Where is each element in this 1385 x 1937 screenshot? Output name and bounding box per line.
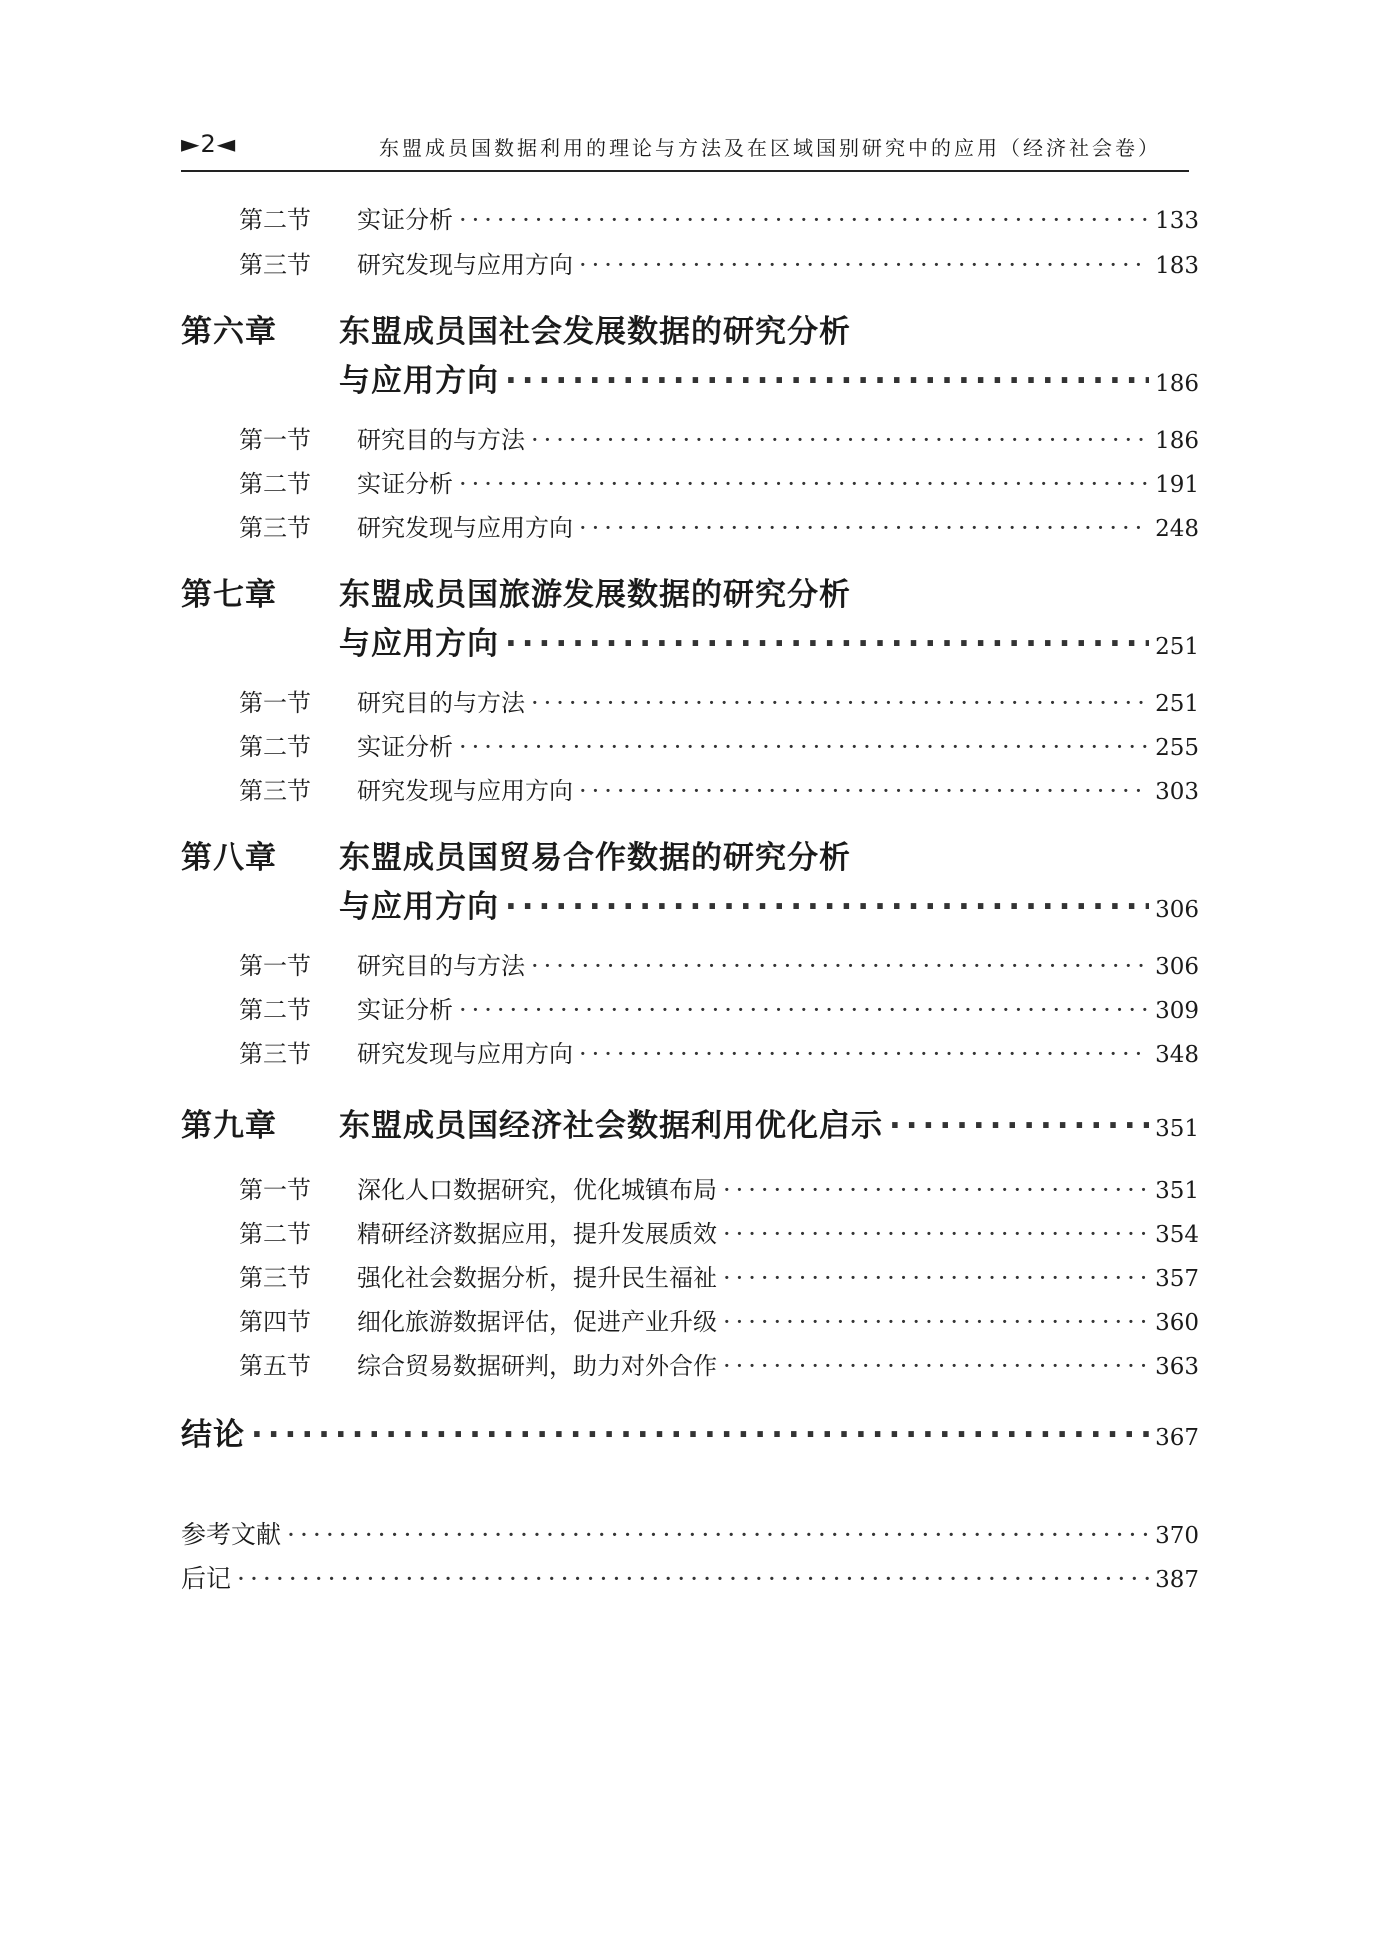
conclusion-title: 结论 [181,1417,245,1453]
leader-dots [723,1220,1149,1248]
page-ref: 186 [1155,428,1199,454]
leader-dots [723,1308,1149,1336]
toc-section-entry[interactable] [239,1170,1199,1205]
section-title: 研究目的与方法 [357,426,525,454]
toc-section-entry[interactable] [239,1258,1199,1293]
leader-dots [505,889,1149,925]
section-title: 研究发现与应用方向 [357,251,573,279]
page-number: ►2◄ [181,130,237,158]
leader-dots [505,626,1149,662]
page-ref: 363 [1155,1354,1199,1380]
leader-dots [531,952,1149,980]
toc-chapter-entry[interactable] [339,618,1199,663]
section-number: 第三节 [239,251,311,279]
page-ref: 186 [1155,371,1199,397]
toc-chapter-heading[interactable] [181,306,851,351]
section-number: 第二节 [239,733,311,761]
toc-section-entry[interactable] [239,420,1199,455]
page-ref: 354 [1155,1222,1199,1248]
leader-dots [505,363,1149,399]
leader-dots [889,1108,1149,1144]
section-title: 研究发现与应用方向 [357,514,573,542]
section-number: 第一节 [239,426,311,454]
chapter-number: 第九章 [181,1108,277,1144]
section-number: 第四节 [239,1308,311,1336]
running-title: 东盟成员国数据利用的理论与方法及在区域国别研究中的应用（经济社会卷） [379,136,1161,160]
toc-chapter-entry[interactable] [339,355,1199,400]
section-number: 第五节 [239,1352,311,1380]
chapter-title: 东盟成员国贸易合作数据的研究分析 [339,840,851,876]
toc-section-entry[interactable] [239,1346,1199,1381]
toc-postscript-entry[interactable] [181,1559,1199,1595]
chapter-title: 东盟成员国经济社会数据利用优化启示 [339,1108,883,1144]
leader-dots [579,777,1149,805]
toc-section-entry[interactable] [239,508,1199,543]
toc-conclusion-entry[interactable] [181,1409,1199,1454]
section-number: 第二节 [239,996,311,1024]
leader-dots [723,1264,1149,1292]
chapter-title: 东盟成员国社会发展数据的研究分析 [339,314,851,350]
section-title: 实证分析 [357,470,453,498]
leader-dots [579,251,1149,279]
section-title: 研究发现与应用方向 [357,1040,573,1068]
page-ref: 351 [1155,1116,1199,1142]
toc-section-entry[interactable] [239,727,1199,762]
toc-section-entry[interactable] [239,990,1199,1025]
chapter-number: 第八章 [181,840,277,876]
leader-dots [531,689,1149,717]
leader-dots [723,1352,1149,1380]
toc-section-entry[interactable] [239,245,1199,280]
section-number: 第二节 [239,206,311,234]
page-ref: 357 [1155,1266,1199,1292]
toc-section-entry[interactable] [239,771,1199,806]
page-ref: 303 [1155,779,1199,805]
running-header [181,126,1189,172]
section-title: 深化人口数据研究，优化城镇布局 [357,1176,717,1204]
section-number: 第一节 [239,689,311,717]
chapter-title-continued: 与应用方向 [339,626,499,662]
leader-dots [723,1176,1149,1204]
page-ref: 387 [1155,1567,1199,1593]
toc-section-entry[interactable] [239,683,1199,718]
section-number: 第一节 [239,1176,311,1204]
section-title: 细化旅游数据评估，促进产业升级 [357,1308,717,1336]
references-title: 参考文献 [181,1520,282,1549]
toc-chapter-heading[interactable] [181,832,851,877]
page-ref: 251 [1155,691,1199,717]
page-ref: 370 [1155,1523,1199,1549]
toc-chapter-heading[interactable] [181,569,851,614]
toc-section-entry[interactable] [239,1302,1199,1337]
postscript-title: 后记 [181,1564,232,1593]
page-ref: 248 [1155,516,1199,542]
leader-dots [287,1520,1149,1549]
chapter-title-continued: 与应用方向 [339,363,499,399]
section-title: 研究目的与方法 [357,952,525,980]
toc-references-entry[interactable] [181,1515,1199,1551]
leader-dots [251,1417,1149,1453]
page-ref: 255 [1155,735,1199,761]
page-ref: 251 [1155,634,1199,660]
section-number: 第三节 [239,514,311,542]
leader-dots [459,996,1149,1024]
chapter-title: 东盟成员国旅游发展数据的研究分析 [339,577,851,613]
section-number: 第一节 [239,952,311,980]
leader-dots [459,470,1149,498]
section-number: 第三节 [239,777,311,805]
chapter-number: 第七章 [181,577,277,613]
section-title: 综合贸易数据研判，助力对外合作 [357,1352,717,1380]
leader-dots [459,206,1149,234]
section-number: 第三节 [239,1040,311,1068]
section-title: 强化社会数据分析，提升民生福祉 [357,1264,717,1292]
page-ref: 309 [1155,998,1199,1024]
toc-section-entry[interactable] [239,464,1199,499]
page-ref: 191 [1155,472,1199,498]
section-number: 第二节 [239,470,311,498]
leader-dots [579,1040,1149,1068]
leader-dots [237,1564,1149,1593]
page-ref: 133 [1155,208,1199,234]
section-number: 第三节 [239,1264,311,1292]
section-title: 精研经济数据应用，提升发展质效 [357,1220,717,1248]
leader-dots [459,733,1149,761]
toc-section-entry[interactable] [239,946,1199,981]
leader-dots [531,426,1149,454]
section-title: 实证分析 [357,206,453,234]
toc-chapter-entry[interactable] [339,881,1199,926]
page-ref: 306 [1155,954,1199,980]
toc-section-entry[interactable] [239,200,1199,235]
page-ref: 360 [1155,1310,1199,1336]
section-title: 研究目的与方法 [357,689,525,717]
toc-section-entry[interactable] [239,1214,1199,1249]
page-ref: 183 [1155,253,1199,279]
page-ref: 306 [1155,897,1199,923]
page-ref: 351 [1155,1178,1199,1204]
chapter-title-continued: 与应用方向 [339,889,499,925]
toc-chapter-entry[interactable] [181,1100,1199,1145]
page-ref: 348 [1155,1042,1199,1068]
section-title: 研究发现与应用方向 [357,777,573,805]
section-title: 实证分析 [357,996,453,1024]
section-number: 第二节 [239,1220,311,1248]
chapter-number: 第六章 [181,314,277,350]
toc-section-entry[interactable] [239,1034,1199,1069]
leader-dots [579,514,1149,542]
page-ref: 367 [1155,1425,1199,1451]
section-title: 实证分析 [357,733,453,761]
